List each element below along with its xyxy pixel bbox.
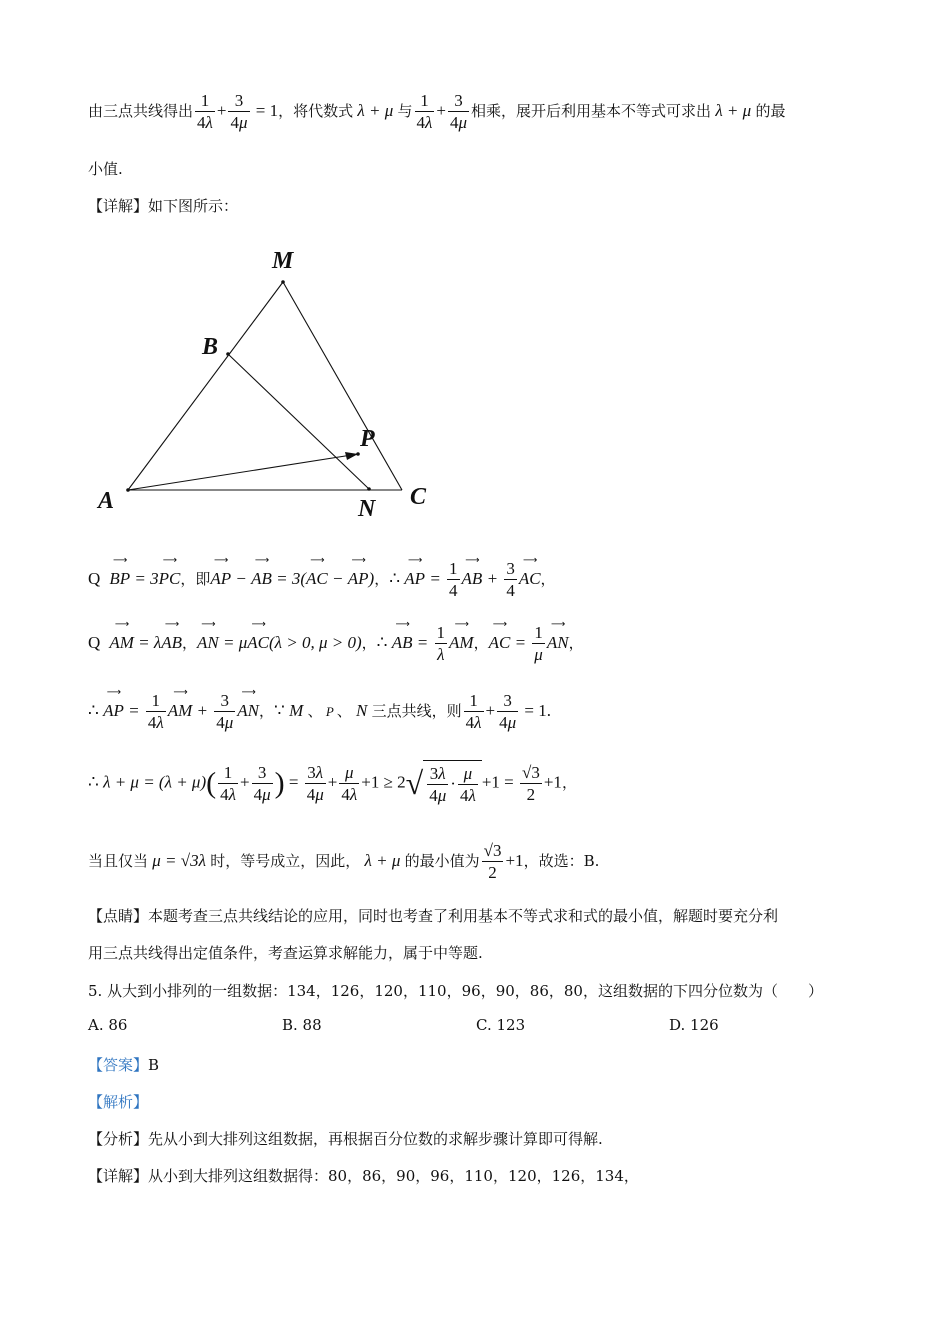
comma: ， bbox=[374, 569, 390, 588]
answer-line bbox=[88, 1054, 159, 1075]
question-5-stem: 5. 从大到小排列的一组数据：134，126，120，110，96，90，86，80，这组数据的下四分位数为（ ） bbox=[88, 982, 823, 1000]
intro-text-1: 由三点共线得出 bbox=[88, 101, 194, 120]
fraction-1-4: $\frac{1}{4}$ bbox=[449, 559, 458, 601]
because-symbol: ∵ bbox=[274, 700, 285, 720]
label-C: C bbox=[410, 484, 427, 510]
fraction-3-4mu-c: $\frac{3}{4\mu}$ bbox=[253, 762, 271, 804]
option-c: C. 123 bbox=[476, 1016, 526, 1034]
fraction-3-over-4mu-b: $\frac{3}{4\mu}$ bbox=[450, 91, 468, 133]
square-root: √ $\frac{3\lambda}{4\mu}$ · $\frac{\mu}{4\lambda}$ bbox=[406, 760, 482, 807]
fraction-3lambda-4mu: $\frac{3\lambda}{4\mu}$ bbox=[306, 762, 324, 804]
symbol-q: Q bbox=[88, 632, 101, 652]
conclusion-text-3: 的最小值为 bbox=[404, 851, 480, 870]
detail-line: 【详解】从小到大排列这组数据得：80，86，90，96，110，120，126，134， bbox=[88, 1167, 639, 1185]
condition: (λ > 0, μ > 0) bbox=[268, 632, 362, 652]
fraction-1-4lambda: $\frac{1}{4\lambda}$ bbox=[147, 691, 164, 733]
fraction-mu-4lambda: $\frac{\mu}{4\lambda}$ bbox=[341, 762, 358, 804]
intro-line: 由三点共线得出 $\frac{1}{4\lambda}$ + $\frac{3}{4\mu}$ = 1，将代数式 λ + μ 与 $\frac{1}{4\lambda}$ + $\frac{3}{4\mu}$ 相乘，展开后利用基本不等式可求出 λ + μ 的最 bbox=[88, 91, 786, 133]
conclusion: 当且仅当 μ = √3λ 时，等号成立，因此， λ + μ 的最小值为 $\frac{√3}{2}$ +1，故选：B. bbox=[88, 841, 600, 883]
option-d: D. 126 bbox=[669, 1016, 719, 1034]
segment-MC bbox=[283, 282, 402, 490]
fraction-3-4: $\frac{3}{4}$ bbox=[506, 559, 515, 601]
label-M: M bbox=[272, 248, 294, 274]
step-1-text: ，即 bbox=[180, 569, 211, 588]
therefore-symbol: ∴ bbox=[88, 772, 99, 792]
label-N: N bbox=[358, 496, 376, 522]
label-A: A bbox=[98, 488, 115, 514]
intro-line-2: 小值. bbox=[88, 160, 123, 178]
fraction-1-lambda: $\frac{1}{\lambda}$ bbox=[436, 623, 446, 665]
therefore-symbol: ∴ bbox=[88, 700, 99, 720]
triangle-figure bbox=[90, 240, 450, 525]
therefore-symbol: ∴ bbox=[389, 568, 401, 588]
comment-line-1: 【点睛】本题考查三点共线结论的应用，同时也考查了利用基本不等式求和式的最小值，解题时要充分利 bbox=[88, 907, 779, 925]
option-b: B. 88 bbox=[282, 1016, 322, 1034]
intro-text-3: 与 bbox=[397, 101, 413, 120]
arrow-head bbox=[345, 452, 358, 460]
fraction-3-4mu-b: $\frac{3}{4\mu}$ bbox=[499, 691, 517, 733]
segment-AM bbox=[128, 282, 283, 490]
fraction-1-4lambda-b: $\frac{1}{4\lambda}$ bbox=[465, 691, 482, 733]
fraction-1-4lambda-c: $\frac{1}{4\lambda}$ bbox=[220, 762, 236, 804]
conclusion-text-4: ，故选：B. bbox=[523, 851, 600, 870]
fraction-3-4mu: $\frac{3}{4\mu}$ bbox=[216, 691, 234, 733]
fraction-sqrt3-2: $\frac{√3}{2}$ bbox=[522, 762, 540, 804]
intro-text-4: 相乘，展开后利用基本不等式可求出 bbox=[471, 101, 712, 120]
step-3: ∴ AP ⟶ = $\frac{1}{4\lambda}$ AM ⟶ + $\frac{3}{4\mu}$ AN ⟶ ，∵ M 、 P 、 N 三点共线，则 $\frac{1}{4\lambda}$ + $\frac{3}{4\mu}$ = 1. bbox=[88, 686, 552, 733]
intro-text-5: 的最 bbox=[755, 101, 786, 120]
analysis-line: 【分析】先从小到大排列这组数据，再根据百分位数的求解步骤计算即可得解. bbox=[88, 1130, 603, 1148]
step-4: ∴ λ + μ = (λ + μ)( $\frac{1}{4\lambda}$ + $\frac{3}{4\mu}$ ) = $\frac{3\lambda}{4\mu}$ + $\frac{\mu}{4\lambda}$ +1 ≥ 2√ $\frac{3\lambda}{4\mu}$ · $\frac{\mu}{4\lambda}$ +1 = $\frac{√3}{2}$ +1， bbox=[88, 760, 577, 807]
symbol-q: Q bbox=[88, 568, 101, 588]
fraction-1-over-4lambda-b: $\frac{1}{4\lambda}$ bbox=[416, 91, 433, 133]
fraction-1-mu: $\frac{1}{\mu}$ bbox=[534, 623, 543, 665]
segment-BN bbox=[228, 354, 369, 489]
fraction-3-over-4mu: $\frac{3}{4\mu}$ bbox=[230, 91, 248, 133]
analysis-label: 【解析】 bbox=[88, 1093, 149, 1111]
detail-intro: 【详解】如下图所示： bbox=[88, 197, 239, 215]
step-2: Q AM ⟶ = λAB ⟶ ，AN ⟶ = μAC ⟶ (λ > 0, μ > 0)，∴ AB ⟶ = $\frac{1}{\lambda}$ AM ⟶ ，AC ⟶ = $\frac{1}{\mu}$ AN ⟶ ， bbox=[88, 618, 584, 665]
conclusion-text-2: 时，等号成立，因此， bbox=[210, 851, 361, 870]
fraction-1-over-4lambda: $\frac{1}{4\lambda}$ bbox=[197, 91, 213, 133]
answer-label: 【答案】 bbox=[88, 1056, 149, 1074]
intro-text-2: ，将代数式 bbox=[278, 101, 354, 120]
conclusion-text-1: 当且仅当 bbox=[88, 851, 149, 870]
step-1: Q BP ⟶ = 3PC ⟶ ，即AP ⟶ − AB ⟶ = 3(AC ⟶ − AP ⟶ )，∴ AP ⟶ = $\frac{1}{4}$ AB ⟶ + $\frac{3}{4}$ AC ⟶ ， bbox=[88, 554, 556, 601]
vector-AP bbox=[128, 454, 358, 490]
label-P: P bbox=[360, 426, 375, 452]
answer-value: B bbox=[148, 1056, 160, 1074]
comment-line-2: 用三点共线得出定值条件，考查运算求解能力，属于中等题. bbox=[88, 944, 483, 962]
step-3-text: 三点共线，则 bbox=[371, 701, 462, 720]
option-a: A. 86 bbox=[88, 1016, 128, 1034]
label-B: B bbox=[202, 334, 219, 360]
fraction-sqrt3-2-b: $\frac{√3}{2}$ bbox=[483, 841, 502, 883]
